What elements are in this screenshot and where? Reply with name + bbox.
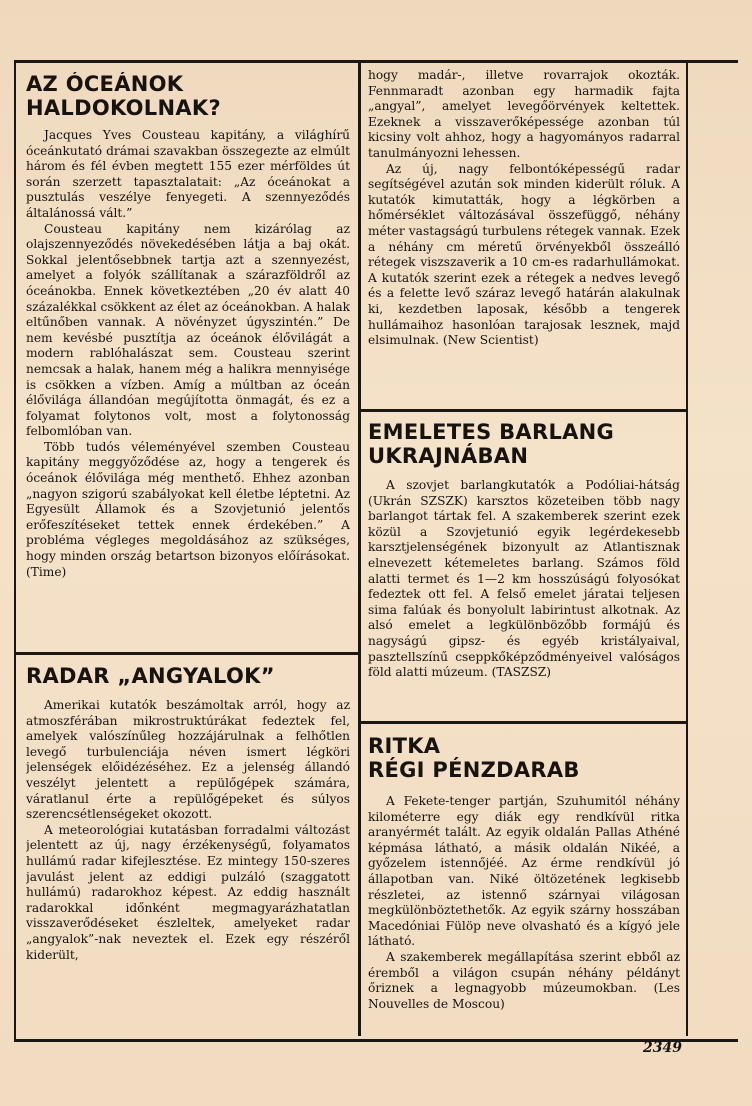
article-title: EMELETES BARLANG UKRAJNÁBAN bbox=[368, 420, 615, 468]
divider-left-middle bbox=[14, 652, 359, 655]
paragraph: A szovjet barlangkutatók a Podóliai-hátság (Ukrán SZSZK) karsztos közeteiben több nagy barlangot tártak fel. A szakemberek szerint ezek közül a Szovjetunió egyik legérdekesebb karsztjelenségének bizonyult az Atlantisznak elnevezett kétemeletes barlang. Számos föld alatti termet és 1—2 km hosszúságú folyosókat fedeztek ott fel. A felső emelet járatai teljesen sima falúak és bonyolult labirintust alkotnak. Az alsó emelet a legkülönbözőbb formájú és nagyságú gipsz- és egyéb kristályaival, pasztellszínű cseppkőképződményeivel valóságos föld alatti múzeum. (TASZSZ) bbox=[368, 478, 680, 680]
paragraph: A Fekete-tenger partján, Szuhumitól néhány kilométerre egy diák egy rendkívül ritka aranyérmét talált. Az egyik oldalán Pallas Athéné képmása látható, a másik oldalán Nikéé, a győzelem istennőjéé. Az érme rendkívül jó állapotban van. Niké öltözetének legkisebb részletei, az istennő szárnyai világosan megkülönböztethetők. Az egyik szárny hosszában Macedóniai Fülöp neve olvasható és a kígyó jele látható. bbox=[368, 794, 680, 949]
paragraph: A szakemberek megállapítása szerint ebből az éremből a világon csupán néhány példányt őriznek a legnagyobb múzeumokban. (Les Nouvelles de Moscou) bbox=[368, 949, 680, 1011]
article-title: AZ ÓCEÁNOK HALDOKOLNAK? bbox=[26, 72, 221, 120]
article-title: RADAR „ANGYALOK” bbox=[26, 664, 275, 688]
paragraph: Több tudós véleményével szemben Cousteau kapitány meggyőződése az, hogy a tengerek és óceánok élővilága még menthető. Ehhez azonban „nagyon szigorú szabályokat kell életbe léptetni. Az Egyesült Államok és a Szovjetunió jelentős erőfeszítéseket tettek ennek érdekében.” A probléma végleges megoldásához az szükséges, hogy minden ország betartson bizonyos előírásokat. (Time) bbox=[26, 439, 350, 579]
article-title: RITKA RÉGI PÉNZDARAB bbox=[368, 734, 580, 782]
paragraph: A meteorológiai kutatásban forradalmi változást jelentett az új, nagy érzékenységű, folyamatos hullámú radar kifejlesztése. Ez mintegy 150-szeres javulást jelent az eddigi pulzáló (szaggatott hullámú) radarokhoz képest. Az eddig használt radarokkal időnként megmagyarázhatatlan visszaverődéseket észleltek, amelyeket radar „angyalok”-nak neveztek el. Ezek egy részéről kiderült, bbox=[26, 822, 350, 962]
article-body bbox=[368, 478, 680, 681]
paragraph: Amerikai kutatók beszámoltak arról, hogy az atmoszférában mikrostruktúrákat fedeztek fel, amelyek valószínűleg hozzájárulnak a felhőtlen levegő turbulenciája néven ismert légköri jelenségek előidézéséhez. Ez a jelenség állandó veszélyt jelentett a repülőgépek számára, váratlanul érte a repülőgépeket és súlyos szerencsétlenségeket okozott. bbox=[26, 698, 350, 822]
paragraph: Az új, nagy felbontóképességű radar segítségével azután sok minden kiderült róluk. A kutatók kimutatták, hogy a légkörben a hőmérséklet változásával összefüggő, néhány méter vastagságú turbulens rétegek vannak. Ezek a néhány cm méretű örvényekből összeálló rétegek viszszaverik a 10 cm-es radarhullámokat. A kutatók szerint ezek a rétegek a nedves levegő és a felette levő száraz levegő határán alakulnak ki, kezdetben laposak, később a tengerek hullámaihoz hasonlóan tarajosak lesznek, majd elsimulnak. (New Scientist) bbox=[368, 161, 680, 348]
article-body bbox=[368, 794, 680, 1012]
column-divider bbox=[358, 60, 361, 1036]
article-body bbox=[26, 698, 350, 963]
divider-right-lower bbox=[358, 721, 688, 724]
article-cave bbox=[368, 420, 680, 718]
right-border bbox=[686, 60, 688, 1036]
divider-right-upper bbox=[358, 409, 688, 412]
article-body bbox=[368, 68, 680, 349]
article-radar-continuation bbox=[368, 68, 680, 406]
paragraph: Jacques Yves Cousteau kapitány, a világhírű óceánkutató drámai szavakban összegezte az elmúlt három és fél évben megtett 155 ezer mérföldes út során szerzett tapasztalatait: „Az óceánokat a pusztulás veszélye fenyegeti. A szennyeződés általánossá vált.” bbox=[26, 128, 350, 220]
page-number: 2349 bbox=[643, 1040, 682, 1056]
article-oceans bbox=[26, 72, 350, 646]
article-coin bbox=[368, 734, 680, 1032]
article-radar-angels bbox=[26, 664, 350, 1030]
article-body bbox=[26, 128, 350, 580]
paragraph: Cousteau kapitány nem kizárólag az olajszennyeződés növekedésében látja a baj okát. Sokkal jelentősebbnek tartja azt a szennyezést, amelyet a folyók szállítanak a szárazföldről az óceánokba. Ennek következtében „20 év alatt 40 százalékkal csökkent az élet az óceánokban. A halak eltűnőben vannak. A növényzet úgyszintén.” De nem kevésbé pusztítja az óceánok élővilágát a modern rablóhalászat sem. Cousteau szerint nemcsak a halak, hanem még a halikra mennyisége is csökken a vízben. Amíg a múltban az óceán élővilága állandóan megújította önmagát, és ez a folyamat folytonos volt, most a folytonosság felbomlóban van. bbox=[26, 221, 350, 439]
paragraph: hogy madár-, illetve rovarrajok okozták. Fennmaradt azonban egy harmadik fajta „angyal”, amelyet levegőörvények keltettek. Ezeknek a visszaverőképessége azonban túl kicsiny volt ahhoz, hogy a hagyományos radarral tanulmányozni lehessen. bbox=[368, 68, 680, 160]
